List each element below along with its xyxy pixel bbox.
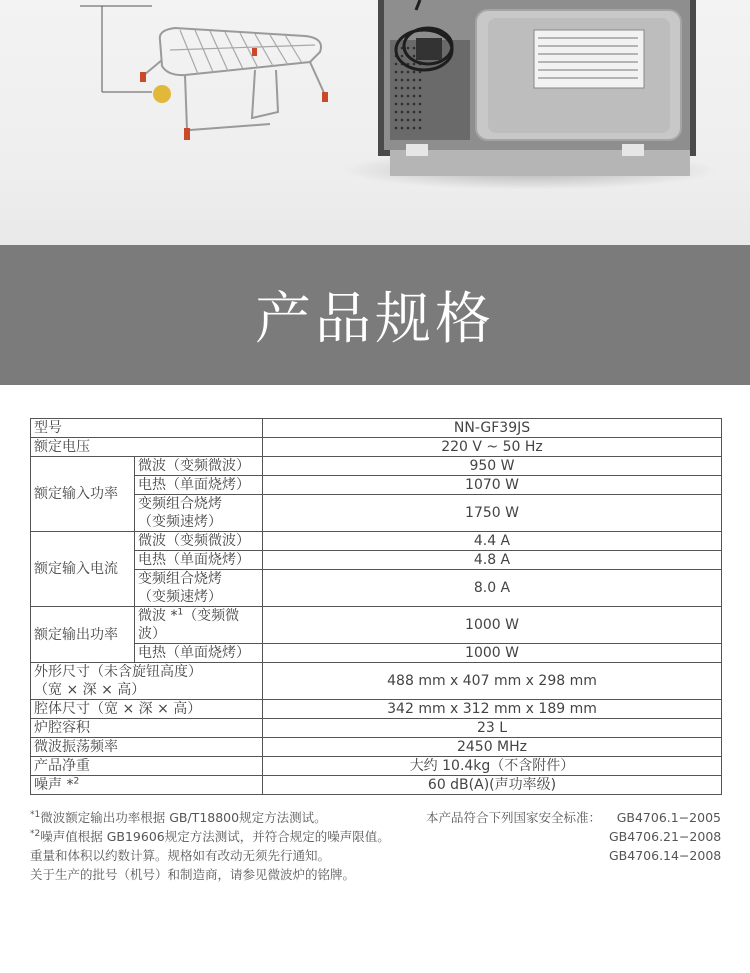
standard-code: GB4706.21−2008 bbox=[609, 829, 722, 844]
footnote-text: 噪声值根据 GB19606规定方法测试，并符合规定的噪声限值。 bbox=[40, 829, 390, 844]
row-value: 950 W bbox=[263, 457, 722, 476]
sub-label-line: （变频速烤） bbox=[138, 514, 222, 530]
footnote-text: 微波额定输出功率根据 GB/T18800规定方法测试。 bbox=[40, 810, 327, 825]
row-value-cavity-size: 342 mm x 312 mm x 189 mm bbox=[263, 700, 722, 719]
table-row bbox=[31, 663, 722, 700]
row-value: 1750 W bbox=[263, 495, 722, 532]
table-row bbox=[31, 570, 722, 607]
standard-row bbox=[410, 827, 721, 846]
row-value: 8.0 A bbox=[263, 570, 722, 607]
sub-label-line: （变频速烤） bbox=[138, 589, 222, 605]
table-row bbox=[31, 757, 722, 776]
table-row bbox=[31, 532, 722, 551]
row-value-capacity: 23 L bbox=[263, 719, 722, 738]
row-label-voltage: 额定电压 bbox=[31, 438, 263, 457]
sub-label-post: （变频微波） bbox=[138, 608, 240, 642]
table-row bbox=[31, 700, 722, 719]
standard-row bbox=[410, 808, 721, 827]
table-row bbox=[31, 719, 722, 738]
sub-label bbox=[135, 495, 263, 532]
sub-label bbox=[135, 607, 263, 644]
table-row bbox=[31, 438, 722, 457]
row-label-cavity-size: 腔体尺寸（宽 × 深 × 高） bbox=[31, 700, 263, 719]
standard-code: GB4706.14−2008 bbox=[609, 848, 722, 863]
row-value-model: NN-GF39JS bbox=[263, 419, 722, 438]
table-row bbox=[31, 644, 722, 663]
row-value-outer-size: 488 mm x 407 mm x 298 mm bbox=[263, 663, 722, 700]
sub-label: 微波（变频微波） bbox=[135, 457, 263, 476]
sub-label-pre: 微波 * bbox=[138, 608, 178, 624]
section-banner bbox=[0, 245, 750, 385]
standards-label: 本产品符合下列国家安全标准： bbox=[425, 810, 601, 825]
row-value-voltage: 220 V ~ 50 Hz bbox=[263, 438, 722, 457]
row-value-noise: 60 dB(A)(声功率级) bbox=[263, 776, 722, 795]
row-value-frequency: 2450 MHz bbox=[263, 738, 722, 757]
row-label-weight: 产品净重 bbox=[31, 757, 263, 776]
row-label-output-power: 额定输出功率 bbox=[31, 607, 135, 663]
table-row bbox=[31, 551, 722, 570]
sub-label-line: 变频组合烧烤 bbox=[138, 571, 222, 587]
product-photo bbox=[0, 0, 750, 245]
row-value: 4.4 A bbox=[263, 532, 722, 551]
row-value: 1000 W bbox=[263, 644, 722, 663]
table-row bbox=[31, 607, 722, 644]
standard-code: GB4706.1−2005 bbox=[616, 810, 721, 825]
sub-label: 电热（单面烧烤） bbox=[135, 551, 263, 570]
table-row bbox=[31, 738, 722, 757]
footnote-marker: *2 bbox=[30, 828, 41, 839]
sub-label: 电热（单面烧烤） bbox=[135, 476, 263, 495]
note-weight: 重量和体积以约数计算。规格如有改动无须先行通知。 bbox=[30, 848, 331, 863]
footnote-2 bbox=[30, 827, 410, 846]
row-label-frequency: 微波振荡频率 bbox=[31, 738, 263, 757]
row-label-input-current: 额定输入电流 bbox=[31, 532, 135, 607]
footnote-marker: 1 bbox=[177, 607, 184, 618]
row-label-outer-size bbox=[31, 663, 263, 700]
label-line: 外形尺寸（未含旋钮高度） bbox=[34, 664, 202, 680]
table-row bbox=[31, 419, 722, 438]
row-label-capacity: 炉腔容积 bbox=[31, 719, 263, 738]
spec-table bbox=[30, 418, 722, 795]
safety-standards bbox=[410, 808, 721, 865]
row-value: 1070 W bbox=[263, 476, 722, 495]
wire-rack-icon bbox=[80, 0, 420, 160]
row-label-model: 型号 bbox=[31, 419, 263, 438]
row-label-noise bbox=[31, 776, 263, 795]
table-row bbox=[31, 457, 722, 476]
row-value-weight: 大约 10.4kg（不含附件） bbox=[263, 757, 722, 776]
footnote-marker: *1 bbox=[30, 809, 41, 820]
standard-row bbox=[410, 846, 721, 865]
footnote-1 bbox=[30, 808, 410, 827]
row-label-input-power: 额定输入功率 bbox=[31, 457, 135, 532]
table-row bbox=[31, 495, 722, 532]
banner-title: 产品规格 bbox=[255, 287, 495, 352]
noise-label: 噪声 * bbox=[34, 777, 74, 793]
sub-label-line: 变频组合烧烤 bbox=[138, 496, 222, 512]
row-value: 1000 W bbox=[263, 607, 722, 644]
microwave-rear-panel-icon bbox=[376, 0, 706, 180]
sub-label bbox=[135, 570, 263, 607]
sub-label: 微波（变频微波） bbox=[135, 532, 263, 551]
sub-label: 电热（单面烧烤） bbox=[135, 644, 263, 663]
table-row bbox=[31, 476, 722, 495]
footnote-marker: 2 bbox=[73, 776, 80, 787]
footnotes bbox=[30, 808, 410, 884]
row-value: 4.8 A bbox=[263, 551, 722, 570]
table-row bbox=[31, 776, 722, 795]
label-line: （宽 × 深 × 高） bbox=[34, 682, 146, 698]
note-manufacturer: 关于生产的批号（机号）和制造商，请参见微波炉的铭牌。 bbox=[30, 867, 356, 882]
